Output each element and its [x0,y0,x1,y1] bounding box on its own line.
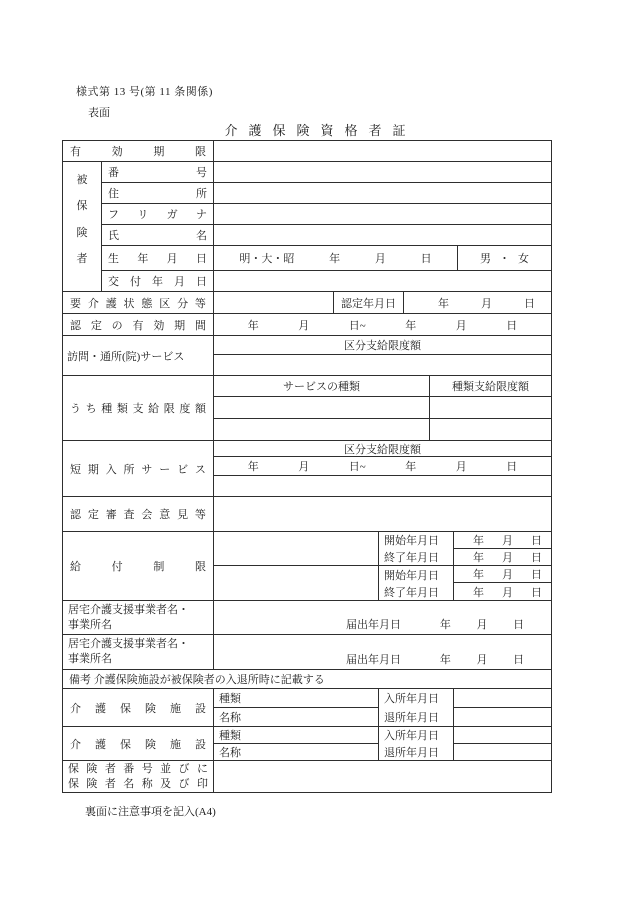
insured-group-label: 被 保 険 者 [63,162,102,291]
row-name [102,225,551,246]
day-unit: 日 [506,461,518,473]
section-type-limit [63,376,551,441]
notify-date-row [214,616,551,632]
home-care-label-line1: 居宅介護支援事業者名・ [68,638,189,650]
short-stay-period-field [214,457,551,476]
notify-date-field [401,616,551,632]
visit-service-fields [214,336,551,375]
year-unit: 年 [439,619,451,631]
benefit-limit-date-labels [379,566,454,600]
type-limit-header-row [214,376,551,397]
category-limit-header: 区分支給限度額 [214,336,551,355]
admission-date-field [454,689,551,708]
type-limit-group-label: う ち 種 類 支 給 限 度 額 [63,376,214,440]
month-unit: 月 [502,586,513,599]
row-address [102,183,551,204]
start-date-label: 開始年月日 [384,569,439,582]
month-unit: 月 [502,552,513,564]
benefit-limit-date-labels [379,532,454,565]
month-unit: 月 [481,297,492,310]
cert-date-field [404,292,551,313]
type-limit-header: 種類支給限度額 [452,381,529,393]
section-visit-service [63,336,551,376]
name-label: 氏 名 [102,225,214,245]
short-stay-fields [214,441,551,496]
facility-kind-label: 種類 [214,689,378,708]
notify-date-row [214,651,551,667]
row-remarks [63,670,551,689]
remarks-text: 備考 介護保険施設が被保険者の入退所時に記載する [69,674,325,686]
gender-field: 男・女 [480,253,537,265]
end-date-field [454,583,551,600]
row-home-care-provider-1 [63,601,551,635]
facility-kind-label: 種類 [214,727,378,744]
day-unit: 日 [531,552,542,564]
type-limit-field [430,419,551,440]
benefit-limit-dates [454,532,551,565]
category-limit-header: 区分支給限度額 [214,441,551,457]
era-options: 明・大・昭 [239,253,295,265]
footer-note: 裏面に注意事項を記入(A4) [85,806,216,818]
day-unit: 日 [524,297,535,310]
visit-category-limit-field [214,355,551,375]
number-field [214,162,551,182]
day-unit: 日 [531,569,542,581]
facility-label: 介 護 保 険 施 設 [63,727,214,760]
admission-date-label: 入所年月日 [384,730,439,743]
discharge-date-field [454,708,551,726]
short-stay-label: 短 期 入 所 サ ー ビ ス [63,441,214,496]
row-furigana [102,204,551,225]
form-number: 様式第 13 号(第 11 条関係) [76,86,213,98]
end-date-label: 終了年月日 [384,551,439,564]
home-care-label-line1: 居宅介護支援事業者名・ [68,603,189,616]
home-care-provider-field [214,601,551,634]
benefit-limit-reason-field [214,532,379,565]
service-type-field [214,419,430,440]
year-unit: 年 [473,586,484,599]
row-care-level [63,292,551,314]
facility-date-fields [454,689,551,726]
address-label: 住 所 [102,183,214,203]
insurer-label [63,761,214,792]
year-unit: 年 [473,535,484,547]
valid-period-field [214,314,551,335]
home-care-label-line2: 事業所名 [68,653,112,665]
page-title: 介護保険資格者証 [224,123,417,138]
start-date-field [454,532,551,549]
month-unit: 月 [476,619,488,631]
day-unit: 日 [513,619,525,631]
month-unit: 月 [502,569,513,581]
row-issue-date [102,271,551,291]
row-valid-until [63,141,551,162]
furigana-field [214,204,551,224]
row-insured-number [102,162,551,183]
benefit-limit-reason-field [214,566,379,600]
admission-date-field [454,727,551,744]
issue-date-label: 交 付 年 月 日 [102,271,214,291]
birth-label: 生 年 月 日 [102,246,214,270]
home-care-provider-field [214,635,551,669]
year-unit: 年 [247,319,259,332]
day-unit: 日 [513,654,525,666]
year-unit: 年 [473,569,484,581]
facility-name-label: 名称 [219,747,241,759]
care-level-label: 要 介 護 状 態 区 分 等 [63,292,214,313]
month-unit: 月 [455,461,467,473]
review-board-field [214,497,551,531]
year-unit: 年 [247,461,259,473]
benefit-limit-dates [454,566,551,600]
row-facility-2 [63,727,551,761]
issue-date-field [214,271,551,291]
home-care-provider-label [63,601,214,634]
row-birth-date [102,246,551,271]
certificate-table [62,140,552,793]
day-unit: 日 [420,253,432,265]
facility-name-label: 名称 [219,712,241,724]
row-valid-period [63,314,551,336]
month-unit: 月 [455,319,467,332]
day-unit: 日 [506,319,518,332]
section-short-stay [63,441,551,497]
insurer-label-line2: 保 険 者 名 称 及 び 印 [68,778,208,790]
visit-service-label: 訪問・通所(院)サービス [63,336,214,375]
year-unit: 年 [438,297,449,310]
benefit-limit-label: 給 付 制 限 [63,532,214,600]
year-unit: 年 [439,654,451,666]
start-date-field [454,566,551,583]
benefit-limit-fields [214,532,551,600]
type-limit-field [430,397,551,418]
type-limit-row-2 [214,419,551,440]
birth-date-field [214,246,458,270]
end-date-label: 終了年月日 [384,586,439,599]
cert-date-label: 認定年月日 [334,292,404,313]
day-unit: 日 [531,535,542,547]
notify-date-label: 届出年月日 [346,654,401,666]
service-type-field [214,397,430,418]
day-unit: 日 [531,586,542,599]
home-care-label-line2: 事業所名 [68,618,112,631]
furigana-label: フ リ ガ ナ [102,204,214,224]
number-label: 番 号 [102,162,214,182]
facility-kind-name [214,727,379,760]
type-limit-row-1 [214,397,551,419]
valid-until-field [214,141,551,161]
notify-date-label: 届出年月日 [346,619,401,631]
year-unit: 年 [473,552,484,564]
admission-date-label: 入所年月日 [384,693,439,706]
insured-rows [102,162,551,291]
insurer-label-line1: 保 険 者 番 号 並 び に [68,763,208,775]
discharge-date-field [454,744,551,760]
row-facility-1 [63,689,551,727]
review-board-label: 認 定 審 査 会 意 見 等 [63,497,214,531]
benefit-limit-group-2 [214,566,551,600]
year-unit: 年 [329,253,341,265]
start-date-label: 開始年月日 [384,535,439,548]
service-type-header: サービスの種類 [214,376,430,396]
facility-date-labels [379,727,454,760]
name-field [214,225,551,245]
day-tilde-unit: 日~ [348,461,366,473]
year-unit: 年 [405,461,417,473]
month-unit: 月 [298,461,310,473]
home-care-provider-label [63,635,214,669]
end-date-field [454,549,551,565]
section-insured [63,162,551,292]
discharge-date-label: 退所年月日 [384,746,439,759]
insurer-field [214,761,551,792]
year-unit: 年 [405,319,417,332]
month-unit: 月 [476,654,488,666]
facility-date-labels [379,689,454,726]
month-unit: 月 [502,535,513,547]
day-tilde-unit: 日~ [348,319,366,332]
valid-period-label: 認 定 の 有 効 期 間 [63,314,214,335]
section-benefit-limit [63,532,551,601]
short-stay-limit-field [214,476,551,496]
row-insurer [63,761,551,792]
facility-label: 介 護 保 険 施 設 [63,689,214,726]
front-side-label: 表面 [88,107,110,119]
facility-date-fields [454,727,551,760]
address-field [214,183,551,203]
care-level-field [214,292,334,313]
valid-until-label: 有 効 期 限 [63,141,214,161]
row-review-board [63,497,551,532]
month-unit: 月 [374,253,386,265]
facility-kind-name [214,689,379,726]
discharge-date-label: 退所年月日 [384,711,439,724]
benefit-limit-group-1 [214,532,551,566]
month-unit: 月 [298,319,310,332]
row-home-care-provider-2 [63,635,551,670]
type-limit-fields [214,376,551,440]
notify-date-field [401,651,551,667]
